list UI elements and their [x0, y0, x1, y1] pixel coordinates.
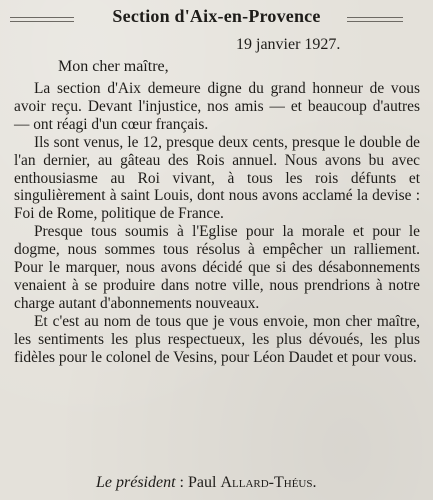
- letter-body: [14, 80, 420, 367]
- paragraph-1: La section d'Aix demeure digne du grand honneur de vous avoir reçu. Devant l'injustice, nos amis — et beaucoup d'autres — ont réagi d'un cœur français.: [14, 80, 420, 133]
- letter-signature: [96, 474, 317, 492]
- paragraph-3: Presque tous soumis à l'Eglise pour la morale et pour le dogme, nous sommes tous résolus à empêcher un ralliement. Pour le marquer, nous avons décidé que si des désabonnements venaient à se produire dans notre ville, nous prendrions à notre charge autant d'abonnements nouveaux.: [14, 223, 420, 312]
- signature-name: [188, 474, 317, 491]
- letter-salutation: Mon cher maître,: [58, 58, 169, 75]
- signature-role: Le président: [96, 474, 176, 491]
- signature-first-name: Paul: [188, 474, 221, 491]
- section-heading: Section d'Aix-en-Provence: [112, 6, 321, 26]
- signature-separator: :: [175, 474, 188, 491]
- paragraph-2: Ils sont venus, le 12, presque deux cents, presque le double de l'an dernier, au gâteau des Rois annuel. Nous avons bu avec enthousiasme au Roi vivant, à tous les rois défunts et singulièrement à saint Louis, dont nous avons acclamé la devise : Foi de Rome, politique de France.: [14, 133, 420, 223]
- letter-date: 19 janvier 1927.: [236, 36, 341, 53]
- paragraph-4: Et c'est au nom de tous que je vous envoie, mon cher maître, les sentiments les plus respectueux, les plus dévoués, les plus fidèles pour le colonel de Vesins, pour Léon Daudet et pour vous.: [14, 312, 420, 366]
- signature-last-name: Allard-Théus.: [220, 474, 317, 491]
